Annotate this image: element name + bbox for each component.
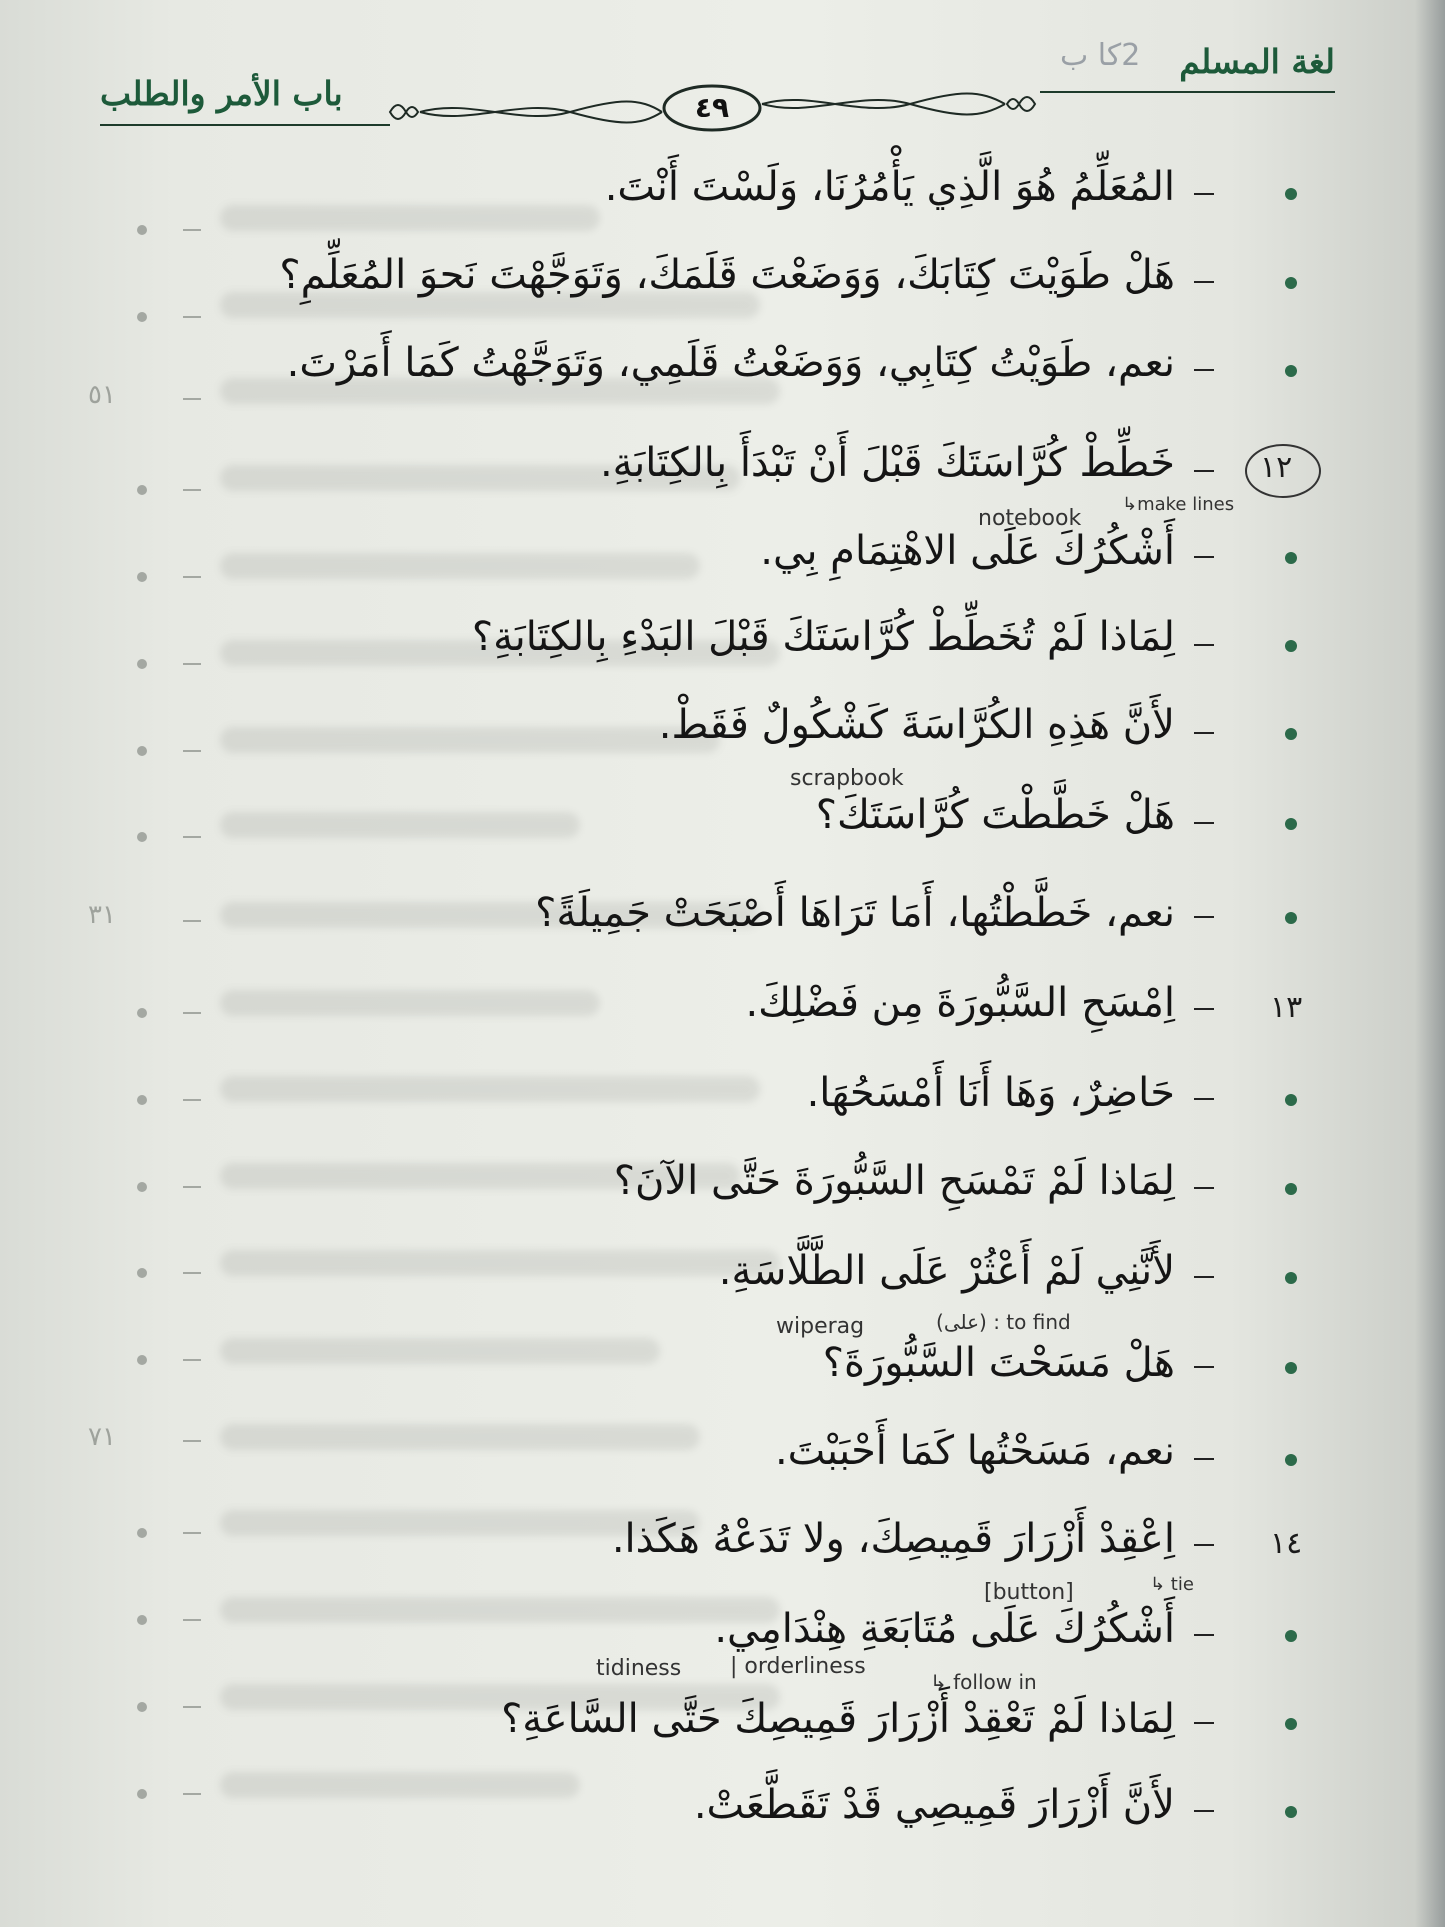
annotation-make-lines: ↳make lines [1122,494,1235,515]
dialogue-line-9: نعم، خَطَّطْتُها، أَمَا تَرَاهَا أَصْبَحَتْ جَمِيلَةً؟ [535,890,1175,936]
dialogue-line-13: لأَنَّنِي لَمْ أَعْثُرْ عَلَى الطَّلَّاسَةِ. [718,1248,1175,1294]
line-bullet [1285,365,1297,377]
annotation-tidiness: tidiness [596,1656,682,1681]
line-bullet [1285,912,1297,924]
annotation-button: [button] [984,1580,1074,1605]
dialogue-line-6: لِمَاذا لَمْ تُخَطِّطْ كُرَّاسَتَكَ قَبْلَ البَدْءِ بِالكِتَابَةِ؟ [471,614,1175,660]
annotation-orderliness: | orderliness [730,1654,866,1679]
line-dash [1194,822,1214,824]
line-dash [1194,470,1214,472]
dialogue-line-11: حَاضِرٌ، وَهَا أَنَا أَمْسَحُهَا. [806,1070,1175,1116]
line-bullet [1285,552,1297,564]
line-dash [1194,644,1214,646]
line-bullet [1285,277,1297,289]
line-bullet [1285,1183,1297,1195]
annotation-to-find: (على) : to find [936,1310,1071,1334]
line-bullet [1285,1272,1297,1284]
line-bullet [1285,640,1297,652]
line-bullet [1285,1718,1297,1730]
line-bullet [1285,1094,1297,1106]
annotation-scrapbook: scrapbook [790,766,904,791]
header-faint-note: 2كا ب [1060,38,1141,73]
line-bullet [1285,1362,1297,1374]
dialogue-line-10: اِمْسَحِ السَّبُّورَةَ مِن فَضْلِكَ. [745,980,1175,1026]
dialogue-line-1: المُعَلِّمُ هُوَ الَّذِي يَأْمُرُنَا، وَلَسْتَ أَنْتَ. [604,164,1175,210]
line-dash [1194,1366,1214,1368]
margin-number-51: ٥١ [88,380,116,410]
line-dash [1194,1187,1214,1189]
line-dash [1194,1098,1214,1100]
exercise-number-14: ١٤ [1270,1526,1303,1561]
dialogue-line-7: لأَنَّ هَذِهِ الكُرَّاسَةَ كَشْكُولٌ فَقَطْ. [658,702,1175,748]
page-number: ٤٩ [694,91,730,124]
dialogue-line-2: هَلْ طَوَيْتَ كِتَابَكَ، وَوَضَعْتَ قَلَمَكَ، وَتَوَجَّهْتَ نَحوَ المُعَلِّمِ؟ [279,252,1175,298]
dialogue-line-8: هَلْ خَطَّطْتَ كُرَّاسَتَكَ؟ [815,792,1175,838]
exercise-number-13: ١٣ [1270,990,1303,1025]
line-dash [1194,1722,1214,1724]
line-dash [1194,1458,1214,1460]
line-dash [1194,193,1214,195]
line-bullet [1285,1630,1297,1642]
annotation-notebook: notebook [978,506,1082,531]
line-bullet [1285,1806,1297,1818]
line-bullet [1285,818,1297,830]
line-dash [1194,916,1214,918]
line-dash [1194,281,1214,283]
book-spine-shadow [1415,0,1445,1927]
dialogue-line-14: هَلْ مَسَحْتَ السَّبُّورَةَ؟ [822,1340,1175,1386]
line-bullet [1285,1454,1297,1466]
annotation-tie: ↳ tie [1150,1574,1194,1595]
line-dash [1194,1634,1214,1636]
line-bullet [1285,188,1297,200]
book-title: لغة المسلم [1179,42,1335,81]
margin-number-31: ٣١ [88,900,116,930]
header-rule-right [1040,91,1335,93]
dialogue-line-18: لِمَاذا لَمْ تَعْقِدْ أَزْرَارَ قَمِيصِكَ حَتَّى السَّاعَةِ؟ [501,1696,1175,1742]
line-dash [1194,369,1214,371]
line-dash [1194,556,1214,558]
header-rule-left [100,124,390,126]
line-dash [1194,1544,1214,1546]
annotation-follow: ↳ follow in [930,1670,1037,1694]
line-bullet [1285,728,1297,740]
chapter-title: باب الأمر والطلب [100,74,343,113]
line-dash [1194,1810,1214,1812]
dialogue-line-16: اِعْقِدْ أَزْرَارَ قَمِيصِكَ، ولا تَدَعْهُ هَكَذا. [611,1516,1175,1562]
dialogue-line-5: أَشْكُرُكَ عَلَى الاهْتِمَامِ بِي. [760,528,1175,574]
dialogue-line-19: لأَنَّ أَزْرَارَ قَمِيصِي قَدْ تَقَطَّعَتْ. [693,1782,1175,1828]
line-dash [1194,1008,1214,1010]
line-dash [1194,1276,1214,1278]
line-dash [1194,732,1214,734]
dialogue-line-3: نعم، طَوَيْتُ كِتَابِي، وَوَضَعْتُ قَلَمِي، وَتَوَجَّهْتُ كَمَا أَمَرْتَ. [286,340,1175,386]
dialogue-line-17: أَشْكُرُكَ عَلَى مُتَابَعَةِ هِنْدَامِي. [714,1606,1175,1652]
dialogue-line-4: خَطِّطْ كُرَّاسَتَكَ قَبْلَ أَنْ تَبْدَأَ بِالكِتَابَةِ. [599,440,1175,486]
dialogue-line-12: لِمَاذا لَمْ تَمْسَحِ السَّبُّورَةَ حَتَّى الآنَ؟ [613,1158,1175,1204]
margin-number-71: ٧١ [88,1422,116,1452]
exercise-number-12: ١٢ [1260,450,1293,485]
annotation-wiperag: wiperag [776,1314,865,1339]
dialogue-line-15: نعم، مَسَحْتُها كَمَا أَحْبَبْتَ. [774,1428,1175,1474]
